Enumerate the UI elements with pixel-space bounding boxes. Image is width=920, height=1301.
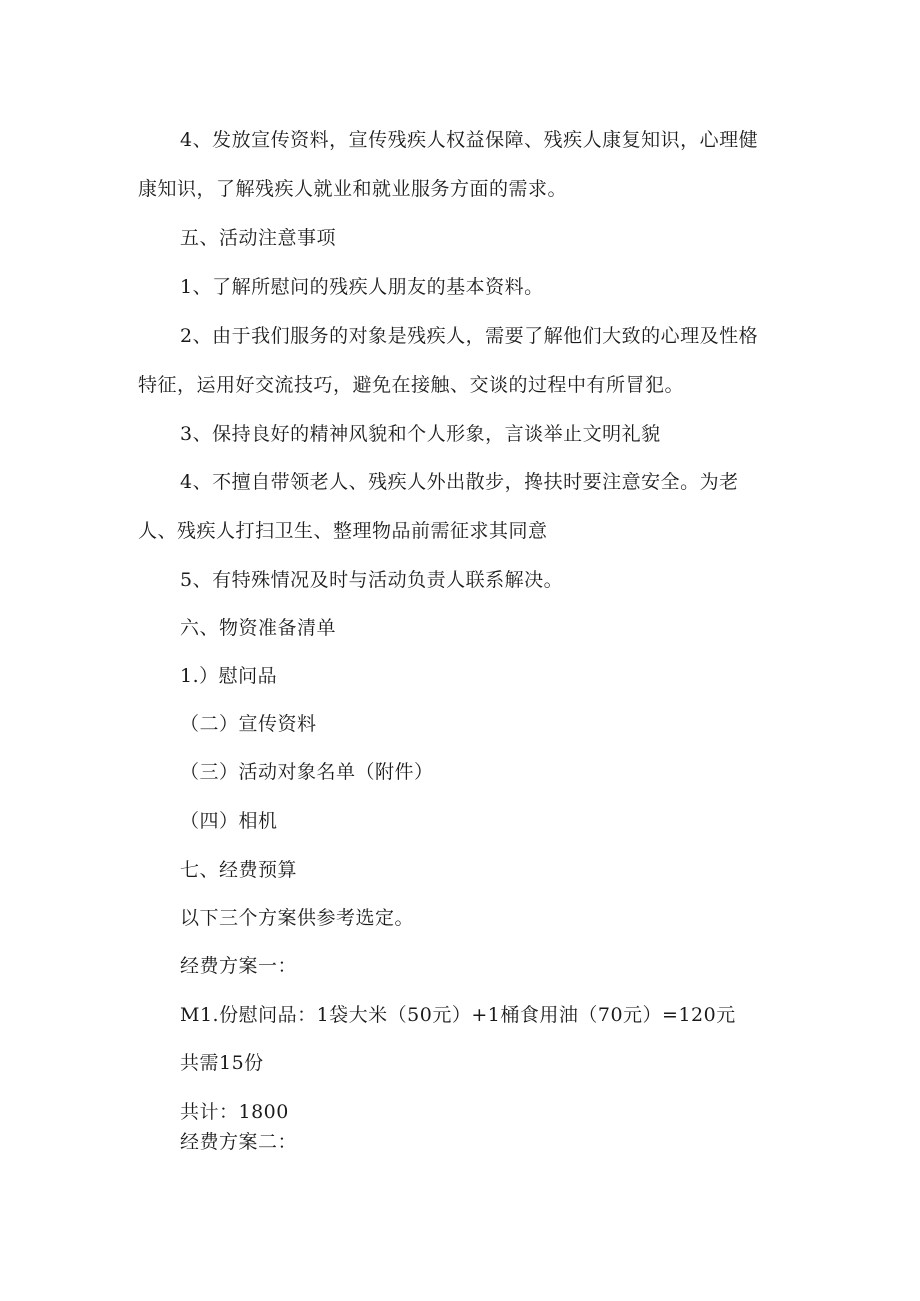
supply-item-2: （二）宣传资料: [180, 713, 317, 735]
precaution-item-4: 4、不擅自带领老人、残疾人外出散步，搀扶时要注意安全。为老: [180, 471, 739, 493]
precaution-item-2: 2、由于我们服务的对象是残疾人，需要了解他们大致的心理及性格: [180, 325, 759, 347]
section-heading-supplies: 六、物资准备清单: [180, 617, 337, 639]
budget-plan-1-heading: 经费方案一：: [180, 955, 298, 977]
paragraph-item-4-outreach: 4、发放宣传资料，宣传残疾人权益保障、残疾人康复知识，心理健: [180, 129, 759, 151]
budget-plan-1-quantity: 共需15份: [180, 1052, 264, 1074]
budget-plan-1-item: M1.份慰问品：1袋大米（50元）+1桶食用油（70元）=120元: [180, 1004, 736, 1026]
precaution-item-4-continued: 人、残疾人打扫卫生、整理物品前需征求其同意: [138, 520, 548, 542]
paragraph-item-4-outreach-continued: 康知识，了解残疾人就业和就业服务方面的需求。: [138, 178, 568, 200]
budget-intro: 以下三个方案供参考选定。: [180, 907, 415, 929]
precaution-item-5: 5、有特殊情况及时与活动负责人联系解决。: [180, 569, 564, 591]
supply-item-3: （三）活动对象名单（附件）: [180, 761, 434, 783]
precaution-item-3: 3、保持良好的精神风貌和个人形象，言谈举止文明礼貌: [180, 423, 661, 445]
supply-item-1: 1.）慰问品: [180, 665, 278, 687]
precaution-item-1: 1、了解所慰问的残疾人朋友的基本资料。: [180, 276, 544, 298]
supply-item-4: （四）相机: [180, 810, 278, 832]
section-heading-precautions: 五、活动注意事项: [180, 227, 337, 249]
section-heading-budget: 七、经费预算: [180, 859, 298, 881]
budget-plan-2-heading: 经费方案二：: [180, 1131, 298, 1153]
budget-plan-1-total: 共计：1800: [180, 1101, 289, 1123]
precaution-item-2-continued: 特征，运用好交流技巧，避免在接触、交谈的过程中有所冒犯。: [138, 374, 685, 396]
